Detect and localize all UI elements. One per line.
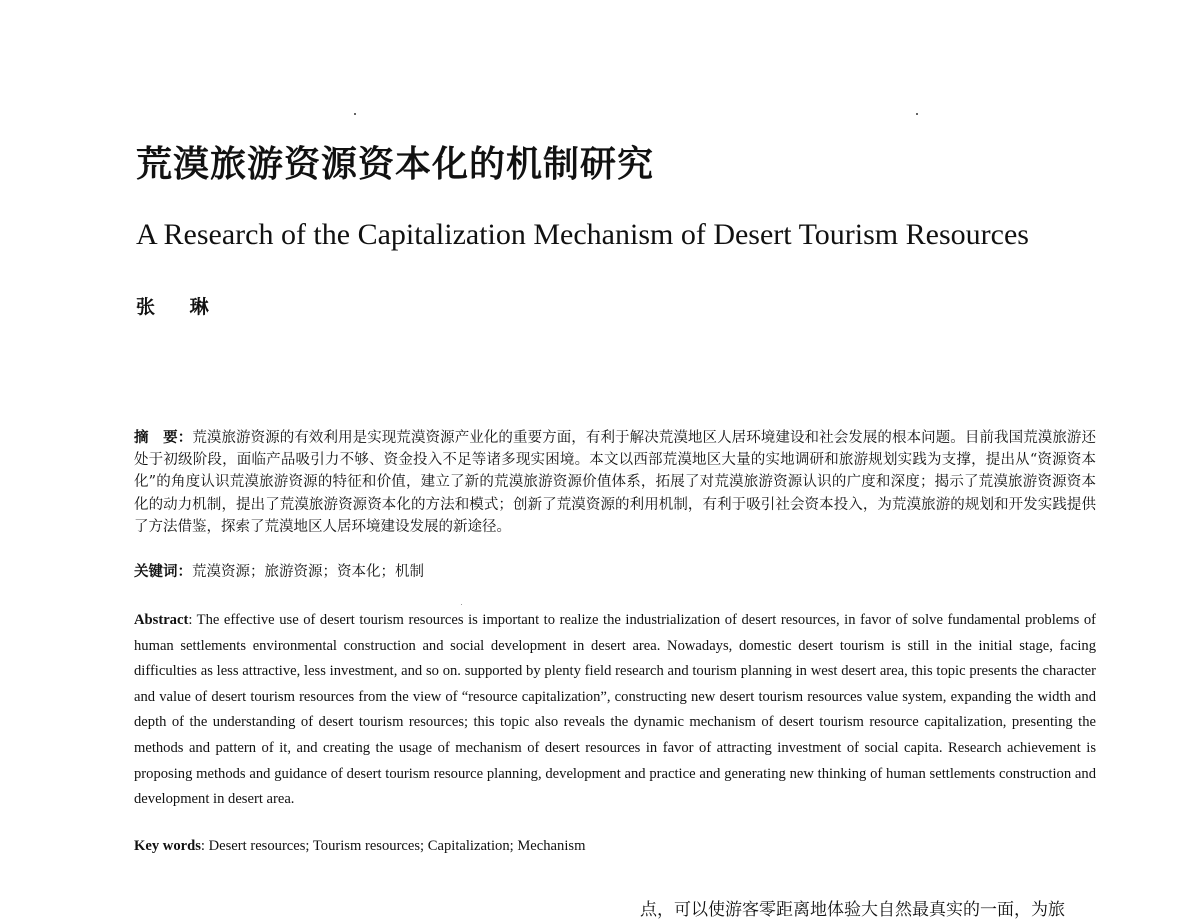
abstract-chinese-label: 摘 要： — [134, 429, 193, 446]
abstract-chinese-text: 荒漠旅游资源的有效利用是实现荒漠资源产业化的重要方面，有利于解决荒漠地区人居环境建设和社会发展的根本问题。目前我国荒漠旅游还处于初级阶段，面临产品吸引力不够、资金投入不足等诸多现实困境。本文以西部荒漠地区大量的实地调研和旅游规划实践为支撑，提出从“资源资本化”的角度认识荒漠旅游资源的特征和价值，建立了新的荒漠旅游资源价值体系，拓展了对荒漠旅游资源认识的广度和深度；揭示了荒漠旅游资源资本化的动力机制，提出了荒漠旅游资源资本化的方法和模式；创新了荒漠资源的利用机制，有利于吸引社会资本投入，为荒漠旅游的规划和开发实践提供了方法借鉴，探索了荒漠地区人居环境建设发展的新途径。 — [134, 430, 1096, 535]
scan-speck — [916, 113, 918, 115]
title-chinese: 荒漠旅游资源资本化的机制研究 — [136, 143, 655, 185]
keywords-chinese — [134, 560, 424, 581]
abstract-english-text: : The effective use of desert tourism resources is important to realize the industrialization of desert resources, in favor of solve fundamental problems of human settlements environmental construction and social development in desert area. Nowadays, domestic desert tourism is still in the initial stage, facing difficulties as less attractive, less investment, and so on. supported by plenty field research and tourism planning in west desert area, this topic presents the character and value of desert tourism resources from the view of “resource capitalization”, constructing new desert tourism resources value system, expanding the width and depth of the understanding of desert tourism resources; this topic also reveals the dynamic mechanism of desert tourism resource capitalization, presenting the methods and pattern of it, and creating the usage of mechanism of desert resources in favor of attracting investment of social capita. Research achievement is proposing methods and guidance of desert tourism resource planning, development and practice and generating new thinking of human settlements construction and development in desert area. — [134, 612, 1096, 808]
author-name: 张 琳 — [136, 296, 223, 318]
keywords-english-text: : Desert resources; Tourism resources; Capitalization; Mechanism — [200, 838, 586, 854]
title-english: A Research of the Capitalization Mechanism of Desert Tourism Resources — [136, 218, 1029, 251]
abstract-chinese — [134, 427, 1096, 538]
scan-speck — [461, 604, 462, 605]
keywords-chinese-text: 荒漠资源；旅游资源；资本化；机制 — [192, 564, 424, 580]
keywords-english — [134, 838, 585, 855]
abstract-english — [134, 608, 1096, 813]
keywords-chinese-label: 关键词： — [134, 563, 192, 580]
abstract-english-label: Abstract — [134, 612, 189, 628]
keywords-english-label: Key words — [134, 838, 201, 854]
body-text-fragment: 点，可以使游客零距离地体验大自然最真实的一面，为旅 — [640, 900, 1065, 920]
scan-speck — [354, 113, 356, 115]
